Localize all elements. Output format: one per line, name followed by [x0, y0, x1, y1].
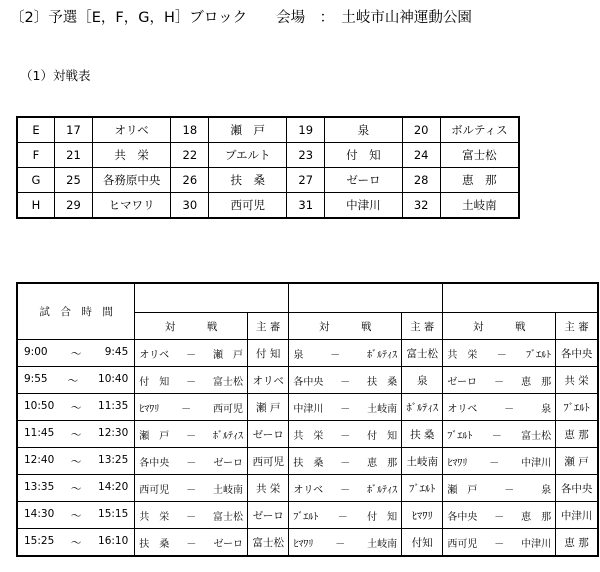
team-number: 27 — [287, 168, 325, 193]
group-row — [17, 193, 519, 219]
match-cell — [289, 421, 402, 448]
team-number: 21 — [54, 143, 92, 168]
team-a: 付 知 — [139, 376, 170, 388]
schedule-row — [17, 502, 598, 529]
team-a: 西可児 — [447, 538, 478, 550]
referee-cell: 泉 — [402, 367, 443, 394]
team-number: 19 — [287, 117, 325, 143]
team-b: 中津川 — [521, 538, 552, 550]
team-b: 恵 那 — [521, 511, 552, 523]
time-cell — [17, 502, 135, 529]
match-cell — [289, 367, 402, 394]
team-name: 中津川 — [325, 193, 402, 219]
start-time: 15:25 — [24, 534, 55, 547]
start-time: 14:30 — [24, 507, 55, 520]
referee-cell: ゼーロ — [248, 502, 289, 529]
team-name: 西可児 — [209, 193, 287, 219]
match-dash: － — [340, 376, 351, 388]
section-heading: （1）対戦表 — [20, 68, 91, 83]
referee-cell: 共 栄 — [248, 475, 289, 502]
end-time: 10:40 — [98, 372, 129, 385]
referee-cell: 瀬 戸 — [556, 448, 598, 475]
start-time: 9:00 — [24, 345, 48, 358]
team-name: 付 知 — [325, 143, 402, 168]
match-dash: － — [494, 376, 505, 388]
schedule-table — [16, 282, 599, 557]
referee-cell: 西可児 — [248, 448, 289, 475]
group-row — [17, 143, 519, 168]
match-dash: － — [496, 349, 507, 361]
time-cell — [17, 340, 135, 367]
time-cell — [17, 448, 135, 475]
referee-cell: ﾌﾞｴﾙﾄ — [402, 475, 443, 502]
end-time: 12:30 — [98, 426, 129, 439]
header-ref: 主 審 — [248, 313, 289, 340]
group-label: E — [17, 117, 54, 143]
team-number: 28 — [402, 168, 440, 193]
time-cell — [17, 394, 135, 421]
header-match: 対 戦 — [443, 313, 556, 340]
team-number: 26 — [171, 168, 209, 193]
referee-cell: 恵 那 — [556, 529, 598, 557]
time-separator: ～ — [70, 401, 82, 414]
team-name: 各務原中央 — [93, 168, 171, 193]
start-time: 9:55 — [24, 372, 48, 385]
team-a: 共 栄 — [139, 511, 170, 523]
time-cell — [17, 475, 135, 502]
schedule-header-row — [17, 283, 598, 313]
team-number: 23 — [287, 143, 325, 168]
match-cell — [443, 340, 556, 367]
start-time: 11:45 — [24, 426, 55, 439]
end-time: 15:15 — [98, 507, 129, 520]
end-time: 14:20 — [98, 480, 129, 493]
header-time: 試 合 時 間 — [17, 283, 135, 340]
time-separator: ～ — [70, 347, 82, 360]
match-cell — [135, 367, 248, 394]
match-cell — [443, 448, 556, 475]
group-row — [17, 117, 519, 143]
match-dash: － — [504, 403, 515, 415]
referee-cell: 富士松 — [248, 529, 289, 557]
team-number: 22 — [171, 143, 209, 168]
match-cell — [289, 475, 402, 502]
team-b: 付 知 — [367, 511, 398, 523]
team-a: ﾋﾏﾜﾘ — [447, 457, 468, 469]
match-dash: － — [504, 484, 515, 496]
page-title: 〔2〕予選［E，F，G，H］ブロック 会場 ： 土岐市山神運動公園 — [10, 10, 472, 26]
match-cell — [289, 529, 402, 557]
team-a: 各中央 — [293, 376, 324, 388]
team-name: ボルティス — [440, 117, 519, 143]
group-label: G — [17, 168, 54, 193]
referee-cell: 各中央 — [556, 340, 598, 367]
time-cell — [17, 421, 135, 448]
match-dash: － — [491, 430, 502, 442]
referee-cell: 各中央 — [556, 475, 598, 502]
team-name: 共 栄 — [93, 143, 171, 168]
team-b: 扶 桑 — [367, 376, 398, 388]
team-a: 共 栄 — [447, 349, 478, 361]
match-dash: － — [186, 457, 197, 469]
team-a: オリベ — [293, 484, 324, 496]
team-b: 西可児 — [213, 403, 244, 415]
match-cell — [289, 394, 402, 421]
team-a: 各中央 — [139, 457, 170, 469]
team-b: ﾌﾞｴﾙﾄ — [526, 349, 552, 361]
match-dash: － — [186, 349, 197, 361]
team-b: 土岐南 — [367, 403, 398, 415]
referee-cell: 恵 那 — [556, 421, 598, 448]
match-dash: － — [494, 538, 505, 550]
match-dash: － — [186, 511, 197, 523]
header-ref: 主 審 — [402, 313, 443, 340]
team-a: 瀬 戸 — [139, 430, 170, 442]
time-separator: ～ — [70, 536, 82, 549]
team-number: 30 — [171, 193, 209, 219]
team-b: 富士松 — [213, 511, 244, 523]
referee-cell: ﾌﾞｴﾙﾄ — [556, 394, 598, 421]
time-cell — [17, 529, 135, 557]
team-number: 25 — [54, 168, 92, 193]
match-cell — [135, 340, 248, 367]
team-number: 32 — [402, 193, 440, 219]
team-b: 土岐南 — [213, 484, 244, 496]
team-b: ﾎﾞﾙﾃｨｽ — [367, 484, 398, 496]
referee-cell: 扶 桑 — [402, 421, 443, 448]
end-time: 11:35 — [98, 399, 129, 412]
time-separator: ～ — [70, 428, 82, 441]
team-a: 扶 桑 — [139, 538, 170, 550]
match-cell — [443, 502, 556, 529]
time-separator: ～ — [70, 455, 82, 468]
referee-cell: ﾎﾞﾙﾃｨｽ — [402, 394, 443, 421]
schedule-row — [17, 340, 598, 367]
match-dash: － — [186, 484, 197, 496]
match-cell — [443, 421, 556, 448]
team-b: 富士松 — [521, 430, 552, 442]
schedule-row — [17, 448, 598, 475]
match-dash: － — [337, 511, 348, 523]
referee-cell: ゼーロ — [248, 421, 289, 448]
header-ref: 主 審 — [556, 313, 598, 340]
schedule-row — [17, 529, 598, 557]
match-cell — [135, 475, 248, 502]
match-cell — [135, 421, 248, 448]
team-name: ブエルト — [209, 143, 287, 168]
team-b: 土岐南 — [367, 538, 398, 550]
team-a: ﾌﾞｴﾙﾄ — [447, 430, 473, 442]
team-number: 17 — [54, 117, 92, 143]
time-cell — [17, 367, 135, 394]
match-dash: － — [489, 457, 500, 469]
team-a: ゼーロ — [447, 376, 477, 388]
match-cell — [135, 502, 248, 529]
end-time: 13:25 — [98, 453, 129, 466]
referee-cell: 付知 — [402, 529, 443, 557]
match-dash: － — [186, 430, 197, 442]
start-time: 12:40 — [24, 453, 55, 466]
team-b: 恵 那 — [367, 457, 398, 469]
group-table — [16, 116, 520, 219]
end-time: 16:10 — [98, 534, 129, 547]
team-b: ﾎﾞﾙﾃｨｽ — [367, 349, 398, 361]
team-a: 各中央 — [447, 511, 478, 523]
time-separator: ～ — [70, 482, 82, 495]
match-cell — [135, 394, 248, 421]
time-separator: ～ — [67, 374, 79, 387]
team-b: 泉 — [541, 484, 552, 496]
schedule-row — [17, 421, 598, 448]
team-name: 扶 桑 — [209, 168, 287, 193]
match-dash: － — [186, 538, 197, 550]
start-time: 13:35 — [24, 480, 55, 493]
referee-cell: ﾋﾏﾜﾘ — [402, 502, 443, 529]
match-dash: － — [330, 349, 341, 361]
team-b: 富士松 — [213, 376, 244, 388]
team-number: 24 — [402, 143, 440, 168]
match-cell — [443, 394, 556, 421]
match-cell — [135, 529, 248, 557]
team-name: 恵 那 — [440, 168, 519, 193]
team-name: オリベ — [93, 117, 171, 143]
referee-cell: オリベ — [248, 367, 289, 394]
team-a: 中津川 — [293, 403, 324, 415]
court-header — [135, 283, 289, 313]
match-dash: － — [181, 403, 192, 415]
team-b: 付 知 — [367, 430, 398, 442]
match-dash: － — [340, 403, 351, 415]
team-a: ﾋﾏﾜﾘ — [139, 403, 160, 415]
match-dash: － — [340, 430, 351, 442]
team-name: 富士松 — [440, 143, 519, 168]
team-b: 恵 那 — [521, 376, 552, 388]
referee-cell: 瀬 戸 — [248, 394, 289, 421]
referee-cell: 中津川 — [556, 502, 598, 529]
referee-cell: 土岐南 — [402, 448, 443, 475]
team-b: 泉 — [541, 403, 552, 415]
match-cell — [289, 502, 402, 529]
referee-cell: 共 栄 — [556, 367, 598, 394]
time-separator: ～ — [70, 509, 82, 522]
team-a: 瀬 戸 — [447, 484, 478, 496]
end-time: 9:45 — [104, 345, 129, 358]
referee-cell: 富士松 — [402, 340, 443, 367]
team-b: 中津川 — [521, 457, 552, 469]
court-header — [289, 283, 443, 313]
match-cell — [135, 448, 248, 475]
team-a: オリベ — [139, 349, 170, 361]
team-number: 29 — [54, 193, 92, 219]
group-label: F — [17, 143, 54, 168]
team-name: 泉 — [325, 117, 402, 143]
match-cell — [289, 340, 402, 367]
team-number: 18 — [171, 117, 209, 143]
team-a: オリベ — [447, 403, 478, 415]
team-b: ゼーロ — [213, 457, 244, 469]
match-dash: － — [340, 457, 351, 469]
team-name: ゼーロ — [325, 168, 402, 193]
match-dash: － — [335, 538, 346, 550]
header-match: 対 戦 — [135, 313, 248, 340]
match-cell — [289, 448, 402, 475]
start-time: 10:50 — [24, 399, 55, 412]
team-number: 20 — [402, 117, 440, 143]
schedule-row — [17, 394, 598, 421]
referee-cell: 付 知 — [248, 340, 289, 367]
group-label: H — [17, 193, 54, 219]
team-b: 瀬 戸 — [213, 349, 244, 361]
match-dash: － — [340, 484, 351, 496]
team-b: ゼーロ — [213, 538, 244, 550]
team-number: 31 — [287, 193, 325, 219]
schedule-row — [17, 475, 598, 502]
match-dash: － — [186, 376, 197, 388]
group-row — [17, 168, 519, 193]
team-a: 共 栄 — [293, 430, 324, 442]
match-dash: － — [494, 511, 505, 523]
match-cell — [443, 367, 556, 394]
team-a: 扶 桑 — [293, 457, 324, 469]
team-b: ﾎﾞﾙﾃｨｽ — [213, 430, 244, 442]
team-name: 土岐南 — [440, 193, 519, 219]
schedule-row — [17, 367, 598, 394]
team-a: ﾌﾞｴﾙﾄ — [293, 511, 319, 523]
header-match: 対 戦 — [289, 313, 402, 340]
match-cell — [443, 529, 556, 557]
team-a: ﾋﾏﾜﾘ — [293, 538, 314, 550]
court-header — [443, 283, 598, 313]
team-name: ヒマワリ — [93, 193, 171, 219]
team-name: 瀬 戸 — [209, 117, 287, 143]
team-a: 泉 — [293, 349, 304, 361]
team-a: 西可児 — [139, 484, 170, 496]
match-cell — [443, 475, 556, 502]
